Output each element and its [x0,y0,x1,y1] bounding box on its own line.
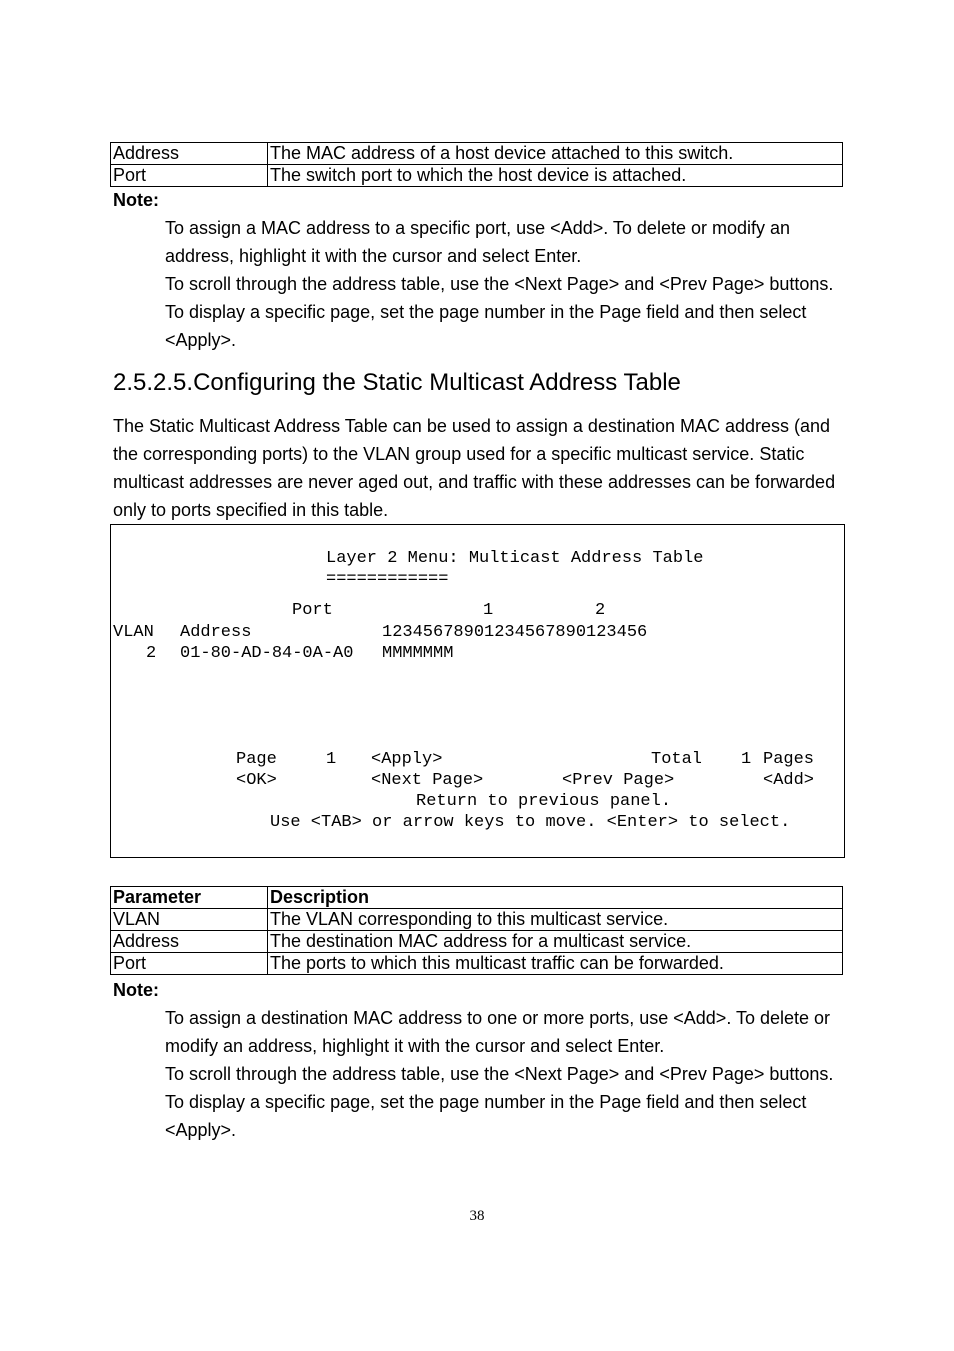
section-heading: 2.5.2.5.Configuring the Static Multicast Address Table [113,369,681,396]
top-parameter-table [110,142,843,187]
note-paragraph: To assign a destination MAC address to one or more ports, use <Add>. To delete or modify an address, highlight it with the cursor and select Enter. [165,1008,831,1056]
desc-cell: The switch port to which the host device is attached. [268,165,843,187]
header-description: Description [268,887,843,909]
table-row [111,165,843,187]
terminal-screen [110,524,845,858]
apply-button[interactable]: <Apply> [371,750,443,769]
table-header-row [111,887,843,909]
param-cell: Address [111,931,268,953]
total-pages-value: 1 [741,750,752,769]
port-tens-1: 1 [483,601,494,620]
entry-vlan[interactable]: 2 [146,644,157,663]
parameter-table [110,886,843,975]
note-label: Note: [113,190,159,210]
table-row [111,953,843,975]
note-paragraph: To scroll through the address table, use the <Next Page> and <Prev Page> buttons. To display a specific page, set the page number in the Page field and then select <Apply>. [165,1064,834,1140]
note-paragraph: To scroll through the address table, use the <Next Page> and <Prev Page> buttons. To display a specific page, set the page number in the Page field and then select <Apply>. [165,274,834,350]
desc-cell: The MAC address of a host device attached to this switch. [268,143,843,165]
ok-button[interactable]: <OK> [236,771,277,790]
prev-page-button[interactable]: <Prev Page> [562,771,675,790]
table-row [111,931,843,953]
terminal-title: Layer 2 Menu: Multicast Address Table [326,549,704,568]
header-parameter: Parameter [111,887,268,909]
section-body [113,412,843,524]
desc-cell: The VLAN corresponding to this multicast service. [268,909,843,931]
param-cell: VLAN [111,909,268,931]
table-row [111,909,843,931]
address-column-header: Address [180,623,252,642]
next-page-button[interactable]: <Next Page> [371,771,484,790]
terminal-title-underline: ============ [326,570,449,589]
port-digits-header: 12345678901234567890123456 [382,623,648,642]
port-tens-2: 2 [595,601,606,620]
param-cell: Port [111,165,268,187]
help-line-1: Return to previous panel. [416,792,672,811]
param-cell: Address [111,143,268,165]
port-header-label: Port [292,601,333,620]
entry-address[interactable]: 01-80-AD-84-0A-A0 [180,644,354,663]
param-cell: Port [111,953,268,975]
desc-cell: The destination MAC address for a multicast service. [268,931,843,953]
help-line-2: Use <TAB> or arrow keys to move. <Enter> to select. [270,813,791,832]
section-paragraph: The Static Multicast Address Table can be used to assign a destination MAC address (and the corresponding ports) to the VLAN group used for a specific multicast service. Static multicast addresses are never aged out, and traffic with these addresses can be forwarded only to ports specified in this table. [113,416,836,520]
pages-label: Pages [763,750,815,769]
page-label: Page [236,750,277,769]
page-number: 38 [469,1208,485,1224]
desc-cell: The ports to which this multicast traffic can be forwarded. [268,953,843,975]
note-paragraph: To assign a MAC address to a specific port, use <Add>. To delete or modify an address, highlight it with the cursor and select Enter. [165,218,791,266]
vlan-column-header: VLAN [113,623,154,642]
entry-port-membership[interactable]: MMMMMMM [382,644,454,663]
page-field[interactable]: 1 [326,750,337,769]
total-label: Total [651,750,703,769]
add-button[interactable]: <Add> [763,771,815,790]
note-body [165,1004,845,1144]
note-label: Note: [113,980,159,1000]
note-body [165,214,845,354]
table-row [111,143,843,165]
